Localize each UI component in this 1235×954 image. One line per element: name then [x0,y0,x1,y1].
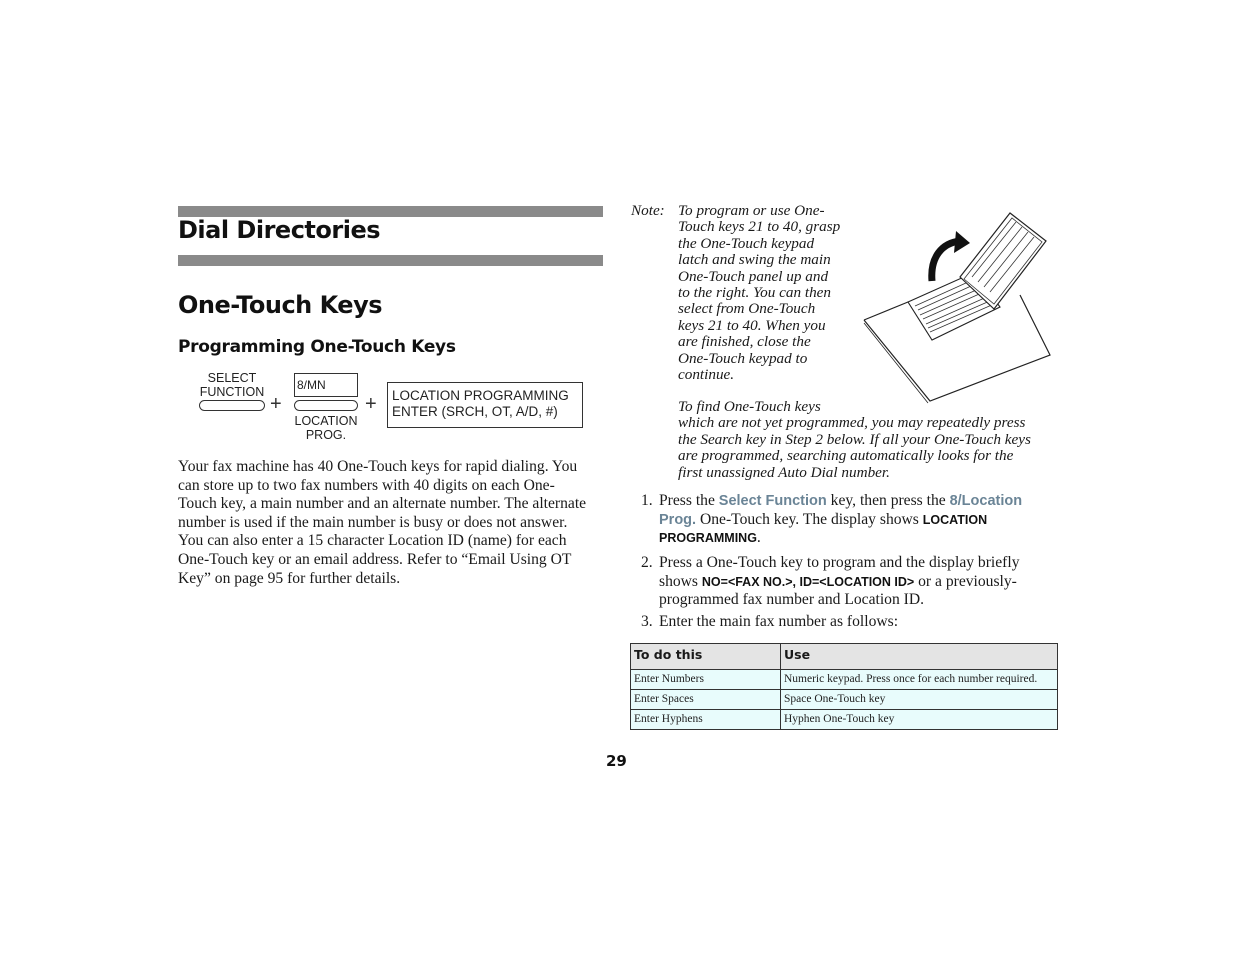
step-2-number: 2. [641,554,653,571]
table-header-cell: Use [781,644,1058,670]
section-title: Dial Directories [178,216,380,244]
page-number: 29 [606,752,627,770]
note-find-text: To find One-Touch keys which are not yet programmed, you may repeatedly press the Search key in Step 2 below. If all your One-Touch keys are programmed, searching automatically looks for the first unassigned Auto Dial number. [678,398,1031,481]
table-header-row [631,644,1058,670]
plus-sign: + [365,393,377,415]
step-3-number: 3. [641,613,653,630]
table-cell: Enter Numbers [631,670,781,690]
table-cell: Enter Spaces [631,690,781,710]
table-cell: Space One-Touch key [781,690,1058,710]
display-message-cont: PROGRAMMING [659,531,757,546]
display-line-2: ENTER (SRCH, OT, A/D, #) [392,404,558,419]
one-touch-panel-illustration [860,205,1055,405]
display-panel [387,382,583,428]
location-prog-key-label: LOCATION PROG. [294,414,358,442]
table-header-cell: To do this [631,644,781,670]
display-message: LOCATION [922,512,988,527]
step-1: 1. Press the Select Function key, then press the 8/Location Prog. One-Touch key. The display shows LOCATION PROGRAMMING. [641,492,1023,547]
note-label: Note: [631,202,665,219]
display-message: NO=<FAX NO.>, ID=<LOCATION ID> [701,574,915,589]
display-line-1: LOCATION PROGRAMMING [392,388,569,403]
location-prog-key-lcd: 8/MN [294,373,358,397]
subsection-title: One-Touch Keys [178,291,383,319]
select-function-key-name: Select Function [718,493,827,509]
step-1-number: 1. [641,492,653,509]
table-cell: Enter Hyphens [631,710,781,730]
subheading: Programming One-Touch Keys [178,337,456,357]
table-row [631,710,1058,730]
intro-paragraph: Your fax machine has 40 One-Touch keys for rapid dialing. You can store up to two fax numbers with 40 digits on each One- Touch key, a main number and an alternate number. The alternate number is used if the main number is busy or does not answer. You can also enter a 15 character Location ID (name) for each One-Touch key or an email address. Refer to “Email Using OT Key” on page 95 for further details. [178,458,587,587]
location-prog-key [294,400,358,411]
table-cell: Numeric keypad. Press once for each number required. [781,670,1058,690]
select-function-key-label: SELECT FUNCTION [199,371,265,399]
fax-number-entry-table [630,643,1058,730]
table-row [631,690,1058,710]
table-row [631,670,1058,690]
note-text: To program or use One- Touch keys 21 to 40, grasp the One-Touch keypad latch and swing the main One-Touch panel up and to the right. You can then select from One-Touch keys 21 to 40. When you are finished, close the One-Touch keypad to continue. [678,202,841,384]
select-function-key [199,400,265,411]
location-prog-key-name: 8/Location [949,493,1023,509]
step-3: 3. Enter the main fax number as follows: [641,613,899,630]
table-cell: Hyphen One-Touch key [781,710,1058,730]
title-rule-bottom [178,255,603,266]
plus-sign: + [270,393,282,415]
step-2: 2. Press a One-Touch key to program and the display briefly shows NO=<FAX NO.>, ID=<LOCATION ID> or a previously- programmed fax number and Location ID. [641,554,1020,609]
location-prog-key-name-cont: Prog. [659,511,697,528]
